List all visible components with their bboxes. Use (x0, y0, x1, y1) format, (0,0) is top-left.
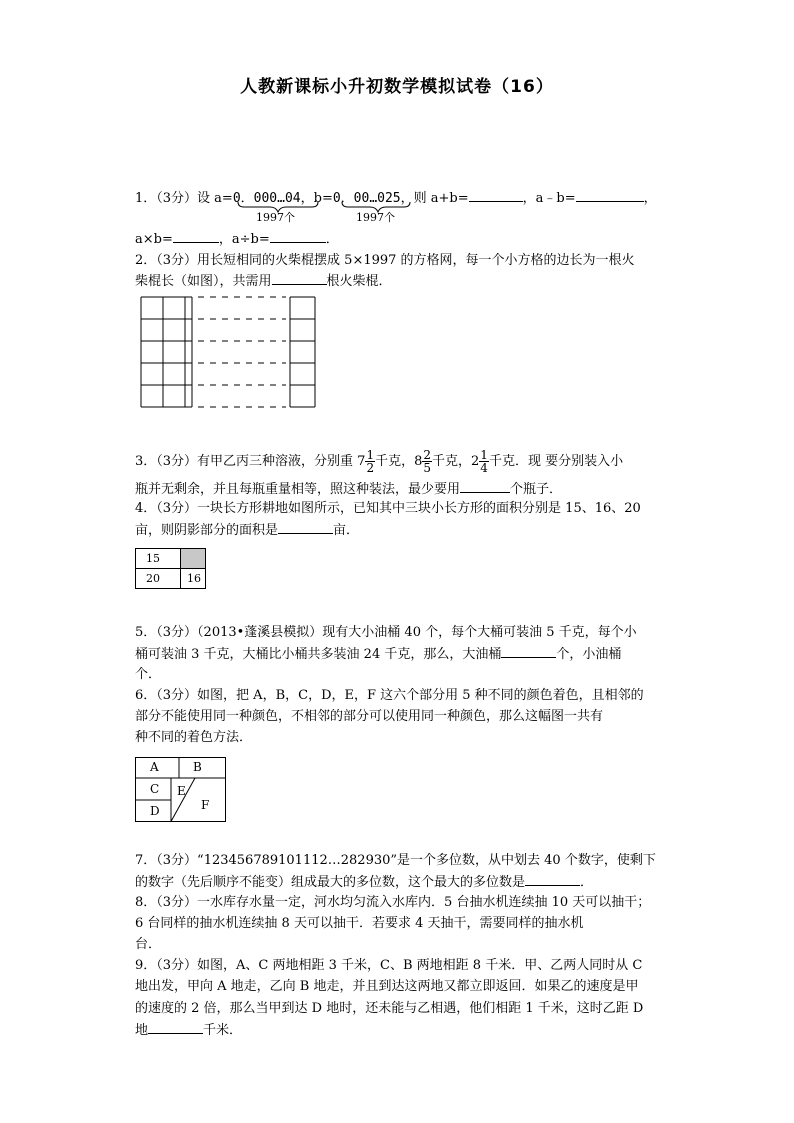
q3-f3-den: 4 (480, 461, 488, 475)
q1-diff-label: ，a﹣b= (522, 191, 576, 206)
q4-cell-20: 20 (136, 569, 181, 589)
q1-comma: ， (643, 191, 657, 206)
q7-text-end: ． (580, 875, 594, 890)
q1-b-value: 0．00…025 (332, 191, 401, 206)
q3-text-6: 个瓶子． (510, 482, 563, 497)
q3-f2-num: 2 (423, 448, 432, 462)
question-9-line-2: 地出发，甲向 A 地走，乙向 B 地走，并且到达这两地又都立即返回．如果乙的速度是甲 (135, 979, 639, 994)
q3-text-3: 千克，2 (432, 454, 480, 469)
q1-a-value: 0．000…04 (232, 191, 301, 206)
question-3-line-2 (135, 480, 562, 499)
q1-b-count: 1997个 (356, 211, 395, 224)
q1-product-label: a×b= (135, 232, 173, 247)
question-5-line-1: 5．（3分）（2013•蓬溪县模拟）现有大小油桶 40 个，每个大桶可装油 5 千克，每个小 (135, 625, 637, 640)
q1-answer-blank-quotient[interactable] (270, 230, 326, 243)
q9-text: 地 (135, 1023, 149, 1038)
question-6-line-2: 部分不能使用同一种颜色，不相邻的部分可以使用同一种颜色，那么这幅图一共有 (135, 709, 604, 724)
q4-cell-16: 16 (181, 569, 206, 589)
q4-text: 亩，则阴影部分的面积是 (135, 523, 279, 538)
q3-text-4: 千克．现 要分别装入小 (488, 454, 624, 469)
q3-fraction-2 (422, 449, 432, 474)
question-9-line-4 (135, 1021, 242, 1040)
q3-text-1: 3．（3分）有甲乙丙三种溶液，分别重 7 (135, 454, 366, 469)
question-9-line-1: 9．（3分）如图，A、C 两地相距 3 千米，C、B 两地相距 8 千米．甲、乙两人同时从 C (135, 958, 643, 973)
q5-text: 桶可装油 3 千克，大桶比小桶共多装油 24 千克，那么，大油桶 (135, 647, 502, 662)
q2-text: 柴棍长（如图），共需用 (135, 274, 272, 289)
q6-label-b: B (193, 760, 202, 774)
q9-answer-blank[interactable] (148, 1021, 203, 1034)
question-2-line-2 (135, 272, 392, 291)
q6-label-c: C (150, 782, 160, 796)
question-6-line-1: 6．（3分）如图，把 A，B，C，D，E，F 这六个部分用 5 种不同的颜色着色，且相邻的 (135, 688, 644, 703)
q1-b-prefix: ，b= (300, 191, 333, 206)
question-8-line-2: 6 台同样的抽水机连续抽 8 天可以抽干．若要求 4 天抽干，需要同样的抽水机 (135, 916, 584, 931)
q3-fraction-1 (365, 449, 375, 474)
question-7-line-1: 7．（3分）“123456789101112…282930”是一个多位数，从中划去 40 个数字，使剩下 (135, 853, 656, 868)
q9-text-end: 千米． (203, 1023, 243, 1038)
q1-answer-blank-product[interactable] (173, 230, 219, 243)
q4-cell-15: 15 (136, 549, 181, 569)
question-7-line-2 (135, 873, 593, 892)
question-5-line-2 (135, 645, 621, 664)
q4-shaded-cell (181, 549, 206, 569)
q6-label-e: E (177, 784, 186, 798)
q3-fraction-3 (479, 449, 489, 474)
q6-label-d: D (150, 804, 160, 818)
q1-answer-blank-diff[interactable] (576, 189, 644, 202)
q4-text-end: 亩． (333, 523, 360, 538)
q3-f1-num: 1 (366, 448, 375, 462)
page-title: 人教新课标小升初数学模拟试卷（16） (240, 77, 554, 97)
q1-period: ． (325, 232, 339, 247)
question-8-line-1: 8．（3分）一水库存水量一定，河水均匀流入水库内．5 台抽水机连续抽 10 天可以抽干； (135, 895, 651, 910)
q1-a-count: 1997个 (256, 211, 295, 224)
q7-answer-blank[interactable] (525, 873, 580, 886)
q1-answer-blank-sum[interactable] (469, 189, 523, 202)
q1-sum-label: ，则 a+b= (400, 191, 469, 206)
q1-prefix: 1．（3分）设 a= (135, 191, 233, 206)
q2-text-end: 根火柴棍． (326, 274, 392, 289)
question-1-line-2 (135, 230, 339, 249)
q3-text-2: 千克，8 (375, 454, 423, 469)
q3-answer-blank[interactable] (460, 480, 510, 493)
q2-answer-blank[interactable] (272, 272, 327, 285)
question-5-line-3: 个． (135, 667, 162, 682)
q7-text: 的数字（先后顺序不能变）组成最大的多位数，这个最大的多位数是 (135, 875, 526, 890)
q3-text-5: 瓶并无剩余，并且每瓶重量相等，照这种装法，最少要用 (135, 482, 461, 497)
q3-f1-den: 2 (366, 461, 375, 475)
question-6-line-3: 种不同的着色方法． (135, 730, 253, 745)
question-9-line-3: 的速度的 2 倍，那么当甲到达 D 地时，还未能与乙相遇，他们相距 1 千米，这时乙距 D (135, 1001, 644, 1016)
q4-field-figure (135, 548, 206, 589)
q6-label-a: A (150, 760, 159, 774)
q4-answer-blank[interactable] (278, 521, 333, 534)
q3-f2-den: 5 (423, 461, 432, 475)
q3-f3-num: 1 (480, 448, 488, 462)
question-4-line-1: 4．（3分）一块长方形耕地如图所示，已知其中三块小长方形的面积分别是 15、16、20 (135, 501, 641, 516)
q5-answer-blank-big[interactable] (501, 645, 556, 658)
question-2-line-1: 2．（3分）用长短相同的火柴棍摆成 5×1997 的方格网，每一个小方格的边长为一根火 (135, 253, 635, 268)
question-4-line-2 (135, 521, 359, 540)
question-8-line-3: 台． (135, 937, 162, 952)
question-3-line-1 (135, 445, 623, 479)
q5-text-mid: 个，小油桶 (556, 647, 622, 662)
q2-grid-figure (140, 295, 318, 410)
q1-quotient-label: ，a÷b= (218, 232, 270, 247)
q6-label-f: F (201, 798, 210, 812)
